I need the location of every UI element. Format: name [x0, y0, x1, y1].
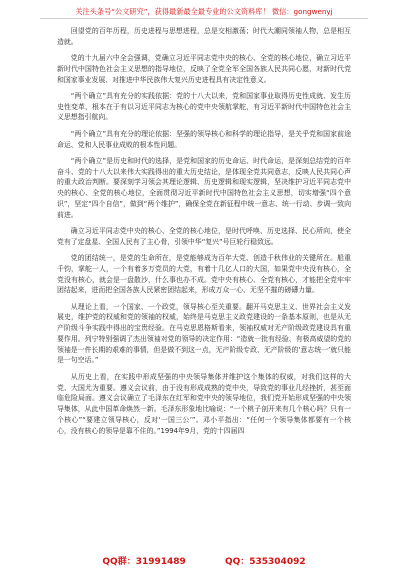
- page-footer: [0, 554, 408, 567]
- document-body: [57, 26, 351, 442]
- paragraph: 从历史上看，在实践中形成坚强的中央领导集体并维护这个集体的权威，对我们这样的大党、大国尤为重要。遵义会议前，由于没有形成成熟的党中央，导致党的事业几经挫折，甚至面临危险局面。遵义会议确立了毛泽东在红军和党中央的领导地位，我们党开始形成坚强的中央领导集体，从此中国革命焕然一新。毛泽东形象地比喻说：“一个桃子剖开来有几个核心吗？只有一个核心”“要建立领导核心，反对‘一国三公’”。邓小平指出：“任何一个领导集体都要有一个核心，没有核心的领导是靠不住的。”1994年9月，党的十四届四: [57, 372, 351, 435]
- paragraph: 党的团结统一，是党的生命所在，是党能够成为百年大党、创造千秋伟业的关键所在。船重千钧，掌舵一人，一个有着多万党员的大党，有着十几亿人口的大国，如果党中央没有核心，全党没有核心，就会是一盘散沙，什么事也办不成。党中央有核心、全党有核心，才能把全党牢牢团结起来，进而把全国各族人民紧密团结起来，形成万众一心、无坚不摧的磅礴力量。: [57, 254, 351, 295]
- qq-group-label: QQ群：31991489: [102, 557, 186, 567]
- paragraph: “两个确立”是历史和时代的选择，是党和国家的历史命运、时代命运，是深刻总结党的百年奋斗、党的十八大以来伟大实践得出的重大历史结论，是体现全党共同意志，反映人民共同心声的重大政治判断。要深刻学习领会其理论逻辑、历史逻辑和现实逻辑，坚决维护习近平同志党中央的核心、全党的核心地位，全面贯彻习近平新时代中国特色社会主义思想，切实增强“四个意识”，坚定“四个自信”，做到“两个维护”，确保全党在新征程中统一意志、统一行动、步调一致向前进。: [57, 156, 351, 219]
- paragraph: 党的十九届六中全会强调，党确立习近平同志党中央的核心、全党的核心地位，确立习近平新时代中国特色社会主义思想的指导地位，反映了全党全军全国各族人民共同心愿，对新时代党和国家事业发展、对推进中华民族伟大复兴历史进程具有决定性意义。: [57, 54, 351, 84]
- page-header-banner: 关注头条号“公文研究”，获得最新最全最专业的公文资料库！ 微信：gongwenyj: [75, 7, 333, 16]
- paragraph: 确立习近平同志党中央的核心、全党的核心地位，是时代呼唤、历史选择、民心所向，使全党有了定盘星、全国人民有了主心骨，引领中华“复兴”号巨轮行稳致远。: [57, 226, 351, 246]
- paragraph: 回望党的百年历程，历史进程与思想进程，总是交相激荡；时代大潮同领袖人物，总是相互造就。: [57, 27, 351, 46]
- header-divider: [40, 18, 368, 19]
- paragraph: “两个确立”具有充分的理论依据：坚强的领导核心和科学的理论指导，是关乎党和国家前途命运、党和人民事业成败的根本性问题。: [57, 129, 351, 149]
- qq-contact-label: QQ：535304092: [224, 557, 306, 567]
- paragraph: “两个确立”具有充分的实践依据：党的十八大以来，党和国家事业取得历史性成就、发生历史性变革，根本在于有以习近平同志为核心的党中央领航掌舵，有习近平新时代中国特色社会主义思想指引航向。: [57, 91, 351, 122]
- paragraph: 从理论上看，一个国家、一个政党，领导核心至关重要。翻开马克思主义、世界社会主义发展史，维护党的权威和党的领袖的权威，始终是马克思主义政党建设的一条基本原则，也是从无产阶级斗争实践中得出的宝贵经验。在马克思恩格斯看来，领袖权威对无产阶级政党建设具有重要作用。列宁特别强调了杰出领袖对党的领导的决定作用：“造就一批有经验、有极高威望的党的领袖是一件长期的艰难的事情，但是做不到这一点，无产阶级专政、无产阶级的‘意志统一’就只能是一句空话。”: [57, 302, 351, 365]
